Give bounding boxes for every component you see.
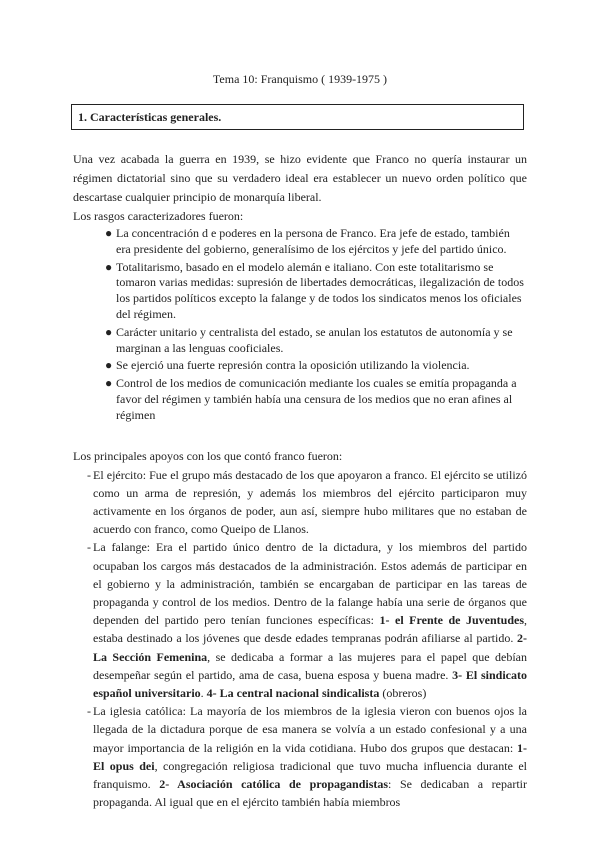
document-body xyxy=(73,150,527,811)
bullet-icon: ● xyxy=(105,226,113,240)
dash-icon: - xyxy=(87,467,91,482)
list-item-iglesia: - La iglesia católica: La mayoría de los miembros de la iglesia vieron con buenos ojos la llegada de la dictadura porque de esa manera se volvía a un estado confesional y a una mayor importancia de la religión en la vida cotidiana. Hubo dos grupos que destacan: 1- El opus dei, congregación religiosa tradicional que tuvo mucha influencia durante el franquismo. 2- Asociación católica de propagandistas: Se dedicaban a repartir propaganda. Al igual que en el ejército también había miembros xyxy=(87,704,527,810)
bullet-icon: ● xyxy=(105,376,113,391)
list-item: ● Se ejerció una fuerte represión contra la oposición utilizando la violencia. xyxy=(105,358,470,373)
list-item: ● Totalitarismo, basado en el modelo alemán e italiano. Con este totalitarismo se tomaron varias medidas: supresión de libertades democráticas, ilegalización de todos los partidos políticos excepto la falange y de todos los sindicatos menos los oficiales del régimen. xyxy=(105,259,524,321)
rasgos-label: Los rasgos caracterizadores fueron: xyxy=(73,209,244,223)
dash-icon: - xyxy=(87,704,91,719)
intro-paragraph: Una vez acabada la guerra en 1939, se hizo evidente que Franco no quería instaurar un régimen dictatorial sino que su verdadero ideal era establecer un nuevo orden político que descartase cualquier principio de monarquía liberal. xyxy=(73,152,527,204)
section-heading: 1. Características generales. xyxy=(78,110,222,124)
bullet-icon: ● xyxy=(105,358,113,373)
section-heading-box xyxy=(71,104,524,130)
list-item: ● Control de los medios de comunicación mediante los cuales se emitía propaganda a favor del régimen y también había una censura de los medios que no eran afines al régimen xyxy=(105,376,517,422)
list-item-falange: - La falange: Era el partido único dentro de la dictadura, y los miembros del partido ocupaban los cargos más destacados de la administración. Estos además de participar en el gobierno y la administración, también se encargaban de participar en las tareas de propaganda y control de los medios. Dentro de la falange había una serie de órganos que dependen del partido pero tenían funciones específicas: 1- el Frente de Juventudes, estaba destinado a los jóvenes que desde edades tempranas podrán afiliarse al partido. 2- La Sección Femenina, se dedicaba a formar a las mujeres para el papel que debían desempeñar según el partido, ama de casa, buena esposa y buena madre. 3- El sindicato español universitario. 4- La central nacional sindicalista (obreros) xyxy=(87,540,527,700)
page-title: Tema 10: Franquismo ( 1939-1975 ) xyxy=(212,72,388,86)
apoyos-list xyxy=(73,466,527,812)
dash-icon: - xyxy=(87,540,91,555)
rasgos-list xyxy=(73,226,527,424)
list-item-ejercito: - El ejército: Fue el grupo más destacado de los que apoyaron a franco. El ejército se utilizó como un arma de represión, y además los miembros del ejército participaron muy activamente en los órganos de poder, aun así, siempre hubo militares que no estaban de acuerdo con franco, como Queipo de Llanos. xyxy=(87,467,527,537)
spacer xyxy=(73,426,527,447)
list-item: ● Carácter unitario y centralista del estado, se anulan los estatutos de autonomía y se marginan a las lenguas cooficiales. xyxy=(105,324,513,355)
bullet-icon: ● xyxy=(105,324,113,339)
apoyos-label: Los principales apoyos con los que contó franco fueron: xyxy=(73,448,343,463)
bullet-icon: ● xyxy=(105,259,113,274)
list-item: ● La concentración d e poderes en la persona de Franco. Era jefe de estado, también era presidente del gobierno, generalísimo de los ejércitos y jefe del partido único. xyxy=(105,226,510,256)
